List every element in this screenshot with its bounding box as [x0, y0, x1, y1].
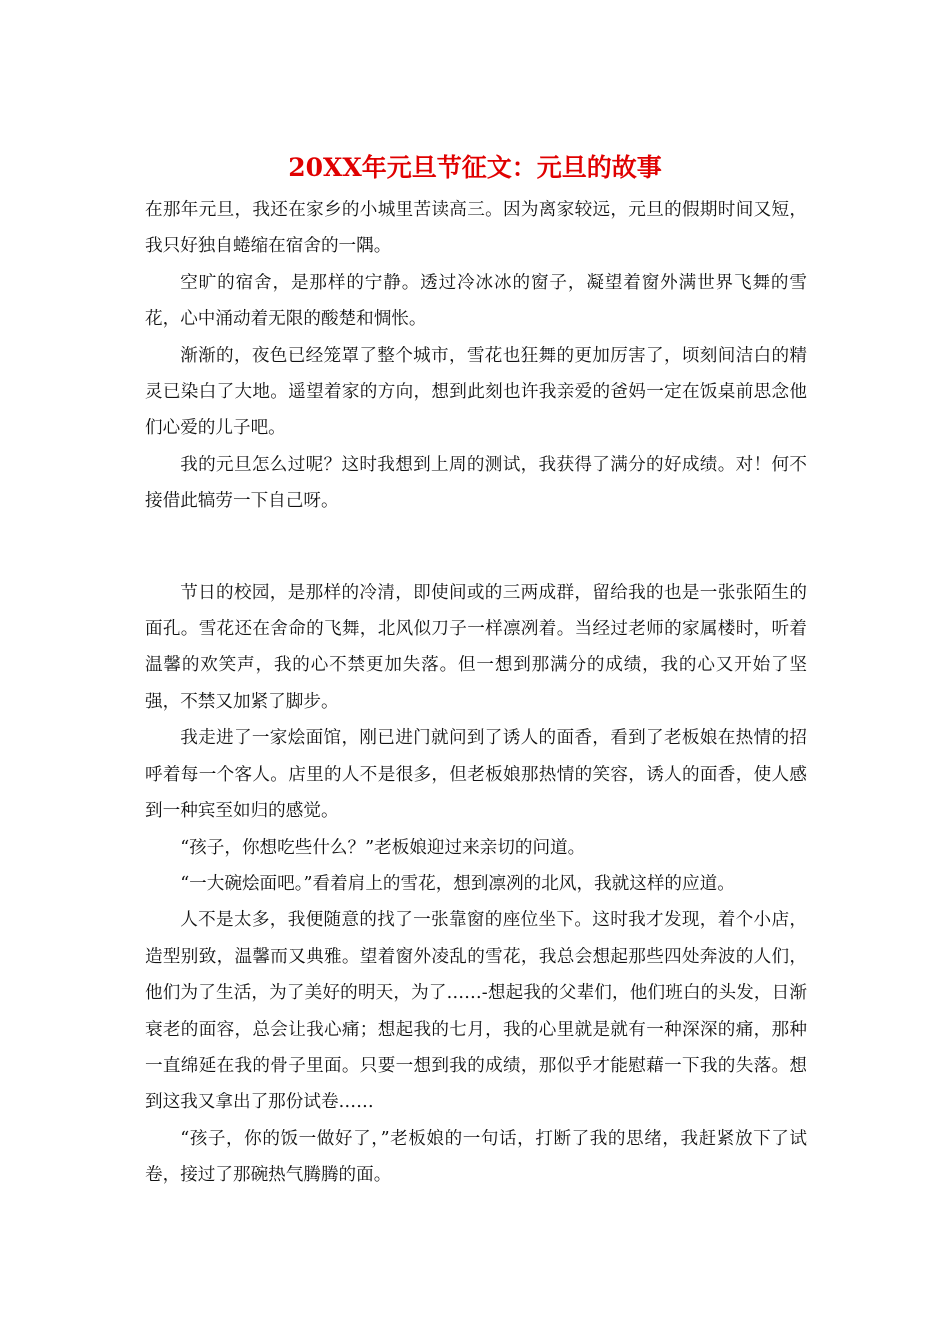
paragraph-5: 节日的校园，是那样的冷清，即使间或的三两成群，留给我的也是一张张陌生的面孔。雪花还在舍命的飞舞，北风似刀子一样凛冽着。当经过老师的家属楼时，听着温馨的欢笑声，我的心不禁更加失落。但一想到那满分的成绩，我的心又开始了坚强，不禁又加紧了脚步。	[145, 582, 807, 712]
paragraph-9: 人不是太多，我便随意的找了一张靠窗的座位坐下。这时我才发现，着个小店，造型别致，温馨而又典雅。望着窗外凌乱的雪花，我总会想起那些四处奔波的人们，他们为了生活，为了美好的明天，为了……-想起我的父辈们，他们班白的头发，日渐衰老的面容，总会让我心痛；想起我的七月，我的心里就是就有一种深深的痛，那种一直绵延在我的骨子里面。只要一想到我的成绩，那似乎才能慰藉一下我的失落。想到这我又拿出了那份试卷……	[145, 910, 807, 1113]
paragraph-10: “孩子，你的饭一做好了，”老板娘的一句话，打断了我的思绪，我赶紧放下了试卷，接过了那碗热气腾腾的面。	[145, 1128, 807, 1186]
paragraph-7: “孩子，你想吃些什么？”老板娘迎过来亲切的问道。	[180, 837, 586, 858]
document-body	[145, 192, 807, 1194]
paragraph-6: 我走进了一家烩面馆，刚已进门就问到了诱人的面香，看到了老板娘在热情的招呼着每一个客人。店里的人不是很多，但老板娘那热情的笑容，诱人的面香，使人感到一种宾至如归的感觉。	[145, 728, 807, 822]
paragraph-3: 渐渐的，夜色已经笼罩了整个城市，雪花也狂舞的更加厉害了，顷刻间洁白的精灵已染白了大地。遥望着家的方向，想到此刻也许我亲爱的爸妈一定在饭桌前思念他们心爱的儿子吧。	[145, 345, 807, 439]
document-title: 20XX年元旦节征文：元旦的故事	[288, 153, 662, 182]
paragraph-spacer	[145, 520, 807, 575]
paragraph-4: 我的元旦怎么过呢？这时我想到上周的测试，我获得了满分的好成绩。对！何不接借此犒劳一下自己呀。	[145, 454, 807, 512]
paragraph-1: 在那年元旦，我还在家乡的小城里苦读高三。因为离家较远，元旦的假期时间又短，我只好独自蜷缩在宿舍的一隅。	[145, 200, 807, 257]
paragraph-8: “一大碗烩面吧。”看着肩上的雪花，想到凛冽的北风，我就这样的应道。	[180, 873, 735, 894]
paragraph-2: 空旷的宿舍，是那样的宁静。透过冷冰冰的窗子，凝望着窗外满世界飞舞的雪花，心中涌动着无限的酸楚和惆怅。	[145, 272, 807, 330]
